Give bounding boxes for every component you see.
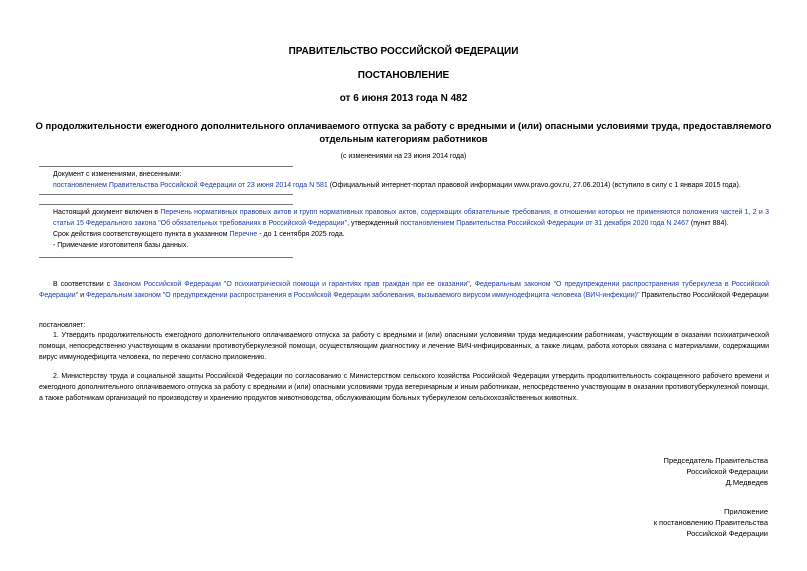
- psychiatric-law-link[interactable]: Законом Российской Федерации "О психиатрической помощи и гарантиях прав граждан при ее оказании": [113, 281, 470, 288]
- note-paragraph-1: [53, 207, 769, 229]
- appendix-country: Российской Федерации: [686, 529, 768, 538]
- tuberculosis-law-link[interactable]: Федеральным законом "О предупреждении распространения туберкулеза в Российской Федерации": [39, 281, 770, 299]
- document-date: от 6 июня 2013 года N 482: [339, 93, 468, 104]
- list-link[interactable]: Перечень нормативных правовых актов и групп нормативных правовых актов, содержащих обязательные требования, в отношении которых не применяются положения частей 1, 2 и 3 статьи 15 Федерального закона "Об обязательных требованиях в Российской Федерации": [53, 209, 769, 227]
- document-type: ПОСТАНОВЛЕНИЕ: [357, 70, 450, 81]
- amendment-source: (Официальный интернет-портал правовой информации www.pravo.gov.ru, 27.06.2014) (вступило в силу с 1 января 2015 года).: [327, 182, 741, 189]
- resolution-link[interactable]: постановлением Правительства Российской Федерации от 31 декабря 2020 года N 2467: [400, 220, 689, 227]
- divider: [39, 194, 293, 195]
- note-text: (пункт 884).: [688, 220, 729, 227]
- decree-word: постановляет:: [39, 322, 86, 329]
- hiv-law-link[interactable]: Федеральным законом "О предупреждении распространения в Российской Федерации заболевания, вызываемого вирусом иммунодефицита человека (ВИЧ-инфекции)": [85, 292, 640, 299]
- signature-name: Д.Медведев: [725, 478, 768, 487]
- appendix-label: Приложение: [724, 507, 768, 516]
- signature-country: Российской Федерации: [686, 467, 768, 476]
- note-paragraph-2: [53, 229, 769, 240]
- preamble-text: и: [78, 292, 86, 299]
- note-text: , утвержденный: [347, 220, 401, 227]
- divider: [39, 166, 293, 167]
- item-1: 1. Утвердить продолжительность ежегодного дополнительного оплачиваемого отпуска за работу с вредными и (или) опасными условиями труда медицинским работникам, участвующим в оказании психиатрической помощи, непосредственно участвующим в оказании противотуберкулезной помощи, осуществляющим диагностику и лечение ВИЧ-инфицированных, а также лицам, работа которых связана с материалами, содержащими вирус иммунодефицита человека, по перечню согласно приложению.: [39, 332, 769, 361]
- document-title-line2: отдельным категориям работников: [319, 134, 488, 145]
- document-title-line1: О продолжительности ежегодного дополнительного оплачиваемого отпуска за работу с вредными и (или) опасными условиями труда, предоставляемого: [35, 121, 772, 132]
- preamble-text: Правительство Российской Федерации: [639, 292, 769, 299]
- preamble: [39, 279, 769, 301]
- item-2: 2. Министерству труда и социальной защиты Российской Федерации по согласованию с Министерством сельского хозяйства Российской Федерации утвердить продолжительность сокращенного рабочего времени и ежегодного дополнительного оплачиваемого отпуска за работу с вредными и (или) опасными условиями труда ветеринарным и иным работникам, непосредственно участвующим в оказании противотуберкулезной помощи, а также работникам организаций по производству и хранению продуктов животноводства, обслуживающим больных туберкулезом сельскохозяйственных животных.: [39, 373, 769, 402]
- amendment-link[interactable]: постановлением Правительства Российской Федерации от 23 июня 2014 года N 581: [53, 182, 328, 189]
- changes-label: Документ с изменениями, внесенными:: [53, 171, 182, 178]
- divider: [39, 257, 293, 258]
- preamble-text: В соответствии с: [53, 281, 114, 288]
- note-paragraph-3: - Примечание изготовителя базы данных.: [53, 242, 189, 249]
- signature-position: Председатель Правительства: [663, 456, 768, 465]
- changes-entry: [53, 180, 783, 191]
- government-heading: ПРАВИТЕЛЬСТВО РОССИЙСКОЙ ФЕДЕРАЦИИ: [288, 46, 519, 57]
- note-text: Срок действия соответствующего пункта в указанном: [53, 231, 230, 238]
- amendment-note: (с изменениями на 23 июня 2014 года): [340, 153, 467, 160]
- signature-block: [664, 455, 768, 488]
- perechen-link[interactable]: Перечне: [229, 231, 258, 238]
- appendix-reference: к постановлению Правительства: [653, 518, 768, 527]
- note-text: - до 1 сентября 2025 года.: [257, 231, 345, 238]
- note-text: Настоящий документ включен в: [53, 209, 161, 216]
- preamble-text: ,: [469, 281, 475, 288]
- appendix-block: [654, 506, 768, 539]
- divider: [39, 204, 293, 205]
